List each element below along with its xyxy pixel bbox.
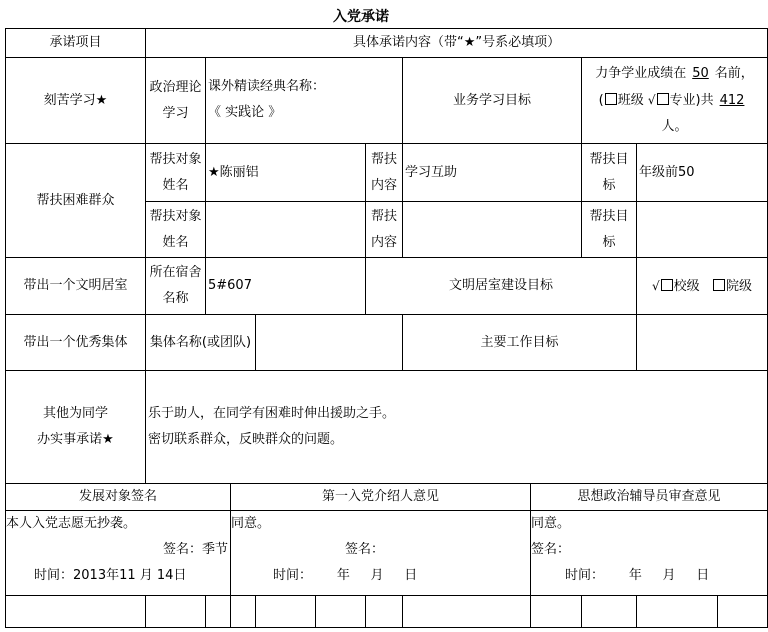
dorm-label: 带出一个文明居室 <box>6 258 146 315</box>
group-name-value[interactable] <box>256 315 403 371</box>
help-target-value-2[interactable] <box>206 202 366 258</box>
total-suffix: 人。 <box>661 119 688 134</box>
applicant-signature-cell <box>6 511 231 596</box>
classic-reading-label: 课外精读经典名称： <box>208 79 326 94</box>
introducer-day: 日 <box>404 568 418 583</box>
other-content <box>146 371 768 484</box>
help-goal-value-2[interactable] <box>637 202 768 258</box>
study-label: 刻苦学习★ <box>6 58 146 144</box>
goal-prefix: 力争学业成绩在 <box>595 66 687 81</box>
blank-cell <box>256 596 316 628</box>
help-target-label-2: 帮扶对象姓名 <box>146 202 206 258</box>
commitment-form <box>5 28 768 628</box>
other-label-line2: 办实事承诺★ <box>37 432 114 447</box>
other-row <box>6 371 768 484</box>
introducer-month: 月 <box>370 568 384 583</box>
college-option-label: 院级 <box>726 278 753 294</box>
help-goal-label-2: 帮扶目标 <box>582 202 637 258</box>
applicant-date-value: 2013年11 月 14日 <box>73 568 187 583</box>
help-goal-label: 帮扶目标 <box>582 144 637 202</box>
classic-reading-cell <box>206 58 403 144</box>
header-content: 具体承诺内容（带“★”号系必填项） <box>146 29 768 58</box>
group-row <box>6 315 768 371</box>
school-option-label: 校级 <box>673 278 700 294</box>
introducer-agree: 同意。 <box>231 516 271 531</box>
college-checkbox[interactable] <box>713 279 725 291</box>
counselor-agree: 同意。 <box>531 516 571 531</box>
signature-row <box>6 511 768 596</box>
blank-cell <box>582 596 637 628</box>
signature-col1-header: 发展对象签名 <box>6 484 231 511</box>
business-study-label: 业务学习目标 <box>403 58 582 144</box>
group-goal-label: 主要工作目标 <box>403 315 637 371</box>
class-checkbox[interactable] <box>605 93 617 105</box>
other-line-1: 乐于助人，在同学有困难时伸出援助之手。 <box>148 406 396 421</box>
group-goal-value[interactable] <box>637 315 768 371</box>
political-study-label: 政治理论学习 <box>146 58 206 144</box>
blank-row <box>6 596 768 628</box>
other-label-line1: 其他为同学 <box>42 406 108 421</box>
help-content-label-2: 帮扶内容 <box>366 202 403 258</box>
dorm-room-label: 所在宿舍名称 <box>146 258 206 315</box>
total-count: 412 <box>719 93 745 108</box>
counselor-opinion-cell <box>531 511 768 596</box>
study-row <box>6 58 768 144</box>
applicant-sign-label: 签名： <box>162 542 202 557</box>
applicant-date-label: 时间： <box>34 568 74 583</box>
goal-mid: 名前， <box>714 66 754 81</box>
dorm-goal-options <box>637 258 768 315</box>
help-label: 帮扶困难群众 <box>6 144 146 258</box>
help-target-label: 帮扶对象姓名 <box>146 144 206 202</box>
signature-col2-header: 第一入党介绍人意见 <box>231 484 531 511</box>
checkmark-icon: √ <box>647 93 656 107</box>
blank-cell <box>366 596 403 628</box>
major-option-label: 专业 <box>669 93 696 108</box>
counselor-month: 月 <box>662 568 676 583</box>
blank-cell <box>6 596 146 628</box>
blank-cell <box>403 596 531 628</box>
introducer-opinion-cell <box>231 511 531 596</box>
school-checkbox[interactable] <box>661 279 673 291</box>
introducer-year: 年 <box>336 568 350 583</box>
dorm-room-value: 5#607 <box>206 258 366 315</box>
blank-cell <box>637 596 718 628</box>
classic-reading-value: 《 实践论 》 <box>208 105 282 120</box>
blank-cell <box>231 596 256 628</box>
counselor-sign-label: 签名： <box>531 542 571 557</box>
other-line-2: 密切联系群众，反映群众的问题。 <box>148 432 344 447</box>
checkmark-icon: √ <box>651 278 660 293</box>
signature-header-row <box>6 484 768 511</box>
counselor-day: 日 <box>696 568 710 583</box>
help-content-value: 学习互助 <box>403 144 582 202</box>
help-content-value-2[interactable] <box>403 202 582 258</box>
introducer-sign-label: 签名： <box>345 542 385 557</box>
help-goal-value: 年级前50 <box>637 144 768 202</box>
help-row-1 <box>6 144 768 202</box>
introducer-date-label: 时间： <box>273 568 313 583</box>
header-row <box>6 29 768 58</box>
counselor-year: 年 <box>628 568 642 583</box>
class-option-label: 班级 <box>617 93 644 108</box>
signature-col3-header: 思想政治辅导员审查意见 <box>531 484 768 511</box>
group-label: 带出一个优秀集体 <box>6 315 146 371</box>
dorm-goal-label: 文明居室建设目标 <box>366 258 637 315</box>
blank-cell <box>316 596 366 628</box>
group-name-label: 集体名称(或团队) <box>146 315 256 371</box>
blank-cell <box>146 596 206 628</box>
blank-cell <box>718 596 768 628</box>
help-content-label: 帮扶内容 <box>366 144 403 202</box>
blank-cell <box>206 596 231 628</box>
applicant-signer: 季节 <box>201 542 228 557</box>
total-prefix: )共 <box>695 93 714 108</box>
goal-rank: 50 <box>692 66 709 81</box>
counselor-date-label: 时间： <box>565 568 605 583</box>
page-title: 入党承诺 <box>333 9 389 25</box>
major-checkbox[interactable] <box>657 93 669 105</box>
blank-cell <box>531 596 582 628</box>
help-target-value: ★陈丽铝 <box>206 144 366 202</box>
business-goal-cell: 力争学业成绩在 50 名前， ( 班级 √ 专业)共 412 人。 <box>582 58 768 144</box>
dorm-row <box>6 258 768 315</box>
header-item: 承诺项目 <box>6 29 146 58</box>
other-label <box>6 371 146 484</box>
applicant-statement: 本人入党志愿无抄袭。 <box>6 516 137 531</box>
